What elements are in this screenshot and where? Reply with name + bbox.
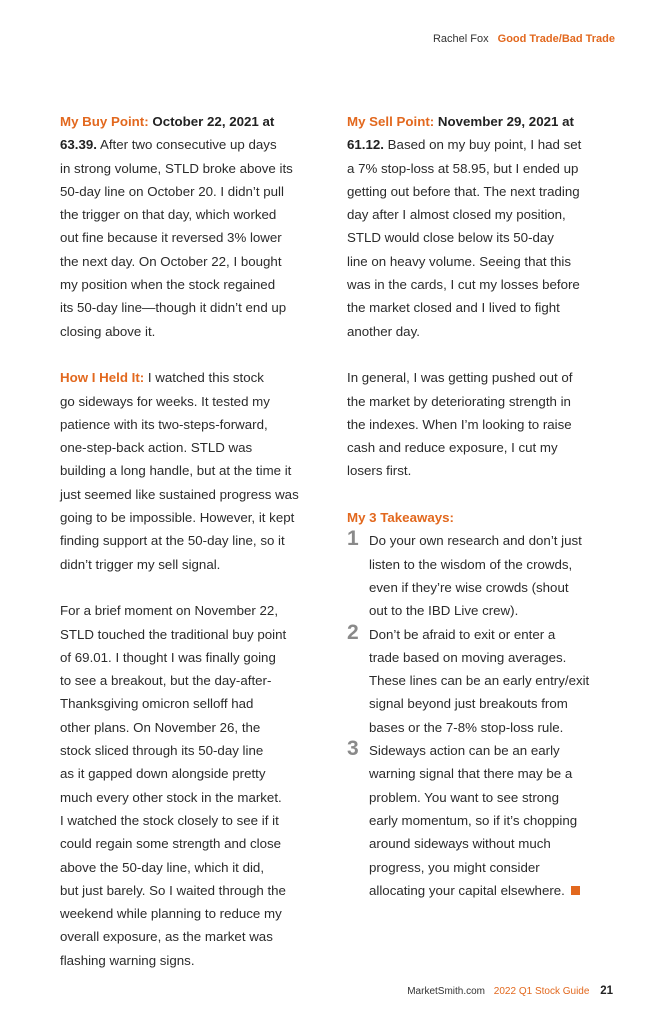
sell-point-label: My Sell Point: [347, 114, 435, 129]
moment-paragraph-line: much every other stock in the market. [60, 789, 282, 805]
moment-paragraph-line: I watched the stock closely to see if it [60, 812, 279, 828]
takeaway-line: listen to the wisdom of the crowds, [369, 556, 573, 572]
buy-paragraph-line: 50-day line on October 20. I didn’t pull [60, 183, 284, 199]
held-paragraph-line: going to be impossible. However, it kept [60, 510, 295, 526]
sell-paragraph-line: another day. [347, 323, 420, 339]
buy-paragraph-line: closing above it. [60, 323, 156, 339]
takeaway-line: Sideways action can be an early [369, 743, 560, 759]
takeaway-line: problem. You want to see strong [369, 789, 559, 805]
takeaway-line: progress, you might consider [369, 859, 540, 875]
footer-site: MarketSmith.com [407, 986, 486, 997]
page-header [433, 33, 615, 45]
moment-paragraph-line: above the 50-day line, which it did, [60, 859, 265, 875]
sell-paragraph-line: a 7% stop-loss at 58.95, but I ended up [347, 160, 579, 176]
takeaway-line-final: allocating your capital elsewhere. [369, 879, 617, 902]
moment-paragraph-line: stock sliced through its 50-day line [60, 743, 264, 759]
moment-paragraph-line: For a brief moment on November 22, [60, 603, 279, 619]
sell-point-price: 61.12. [347, 137, 384, 153]
buy-paragraph-line: the trigger on that day, which worked [60, 207, 277, 223]
held-paragraph-line: didn’t trigger my sell signal. [60, 556, 221, 572]
buy-paragraph-line: its 50-day line—though it didn’t end up [60, 300, 287, 316]
moment-paragraph-line: of 69.01. I thought I was finally going [60, 649, 276, 665]
takeaway-line: signal beyond just breakouts from [369, 696, 568, 712]
buy-point-price: 63.39. [60, 137, 97, 153]
page-number: 21 [600, 985, 613, 997]
sell-paragraph-line: getting out before that. The next trading [347, 183, 580, 199]
held-paragraph-line: finding support at the 50-day line, so it [60, 533, 285, 549]
moment-paragraph-line: weekend while planning to reduce my [60, 906, 282, 922]
moment-paragraph-line: STLD touched the traditional buy point [60, 626, 287, 642]
takeaway-line: Do your own research and don’t just [369, 533, 582, 549]
footer-guide-title: 2022 Q1 Stock Guide [493, 986, 590, 997]
paragraph-gap [347, 343, 617, 366]
buy-paragraph-line: the next day. On October 22, I bought [60, 253, 282, 269]
moment-paragraph-line: overall exposure, as the market was [60, 929, 273, 945]
takeaway-item-2 [347, 620, 617, 739]
takeaway-line: These lines can be an early entry/exit [369, 673, 590, 689]
held-paragraph-line: just seemed like sustained progress was [60, 486, 299, 502]
sell-point-heading [347, 110, 617, 133]
takeaway-line: even if they’re wise crowds (shout [369, 579, 569, 595]
takeaway-number: 1 [347, 527, 359, 551]
held-paragraph-line: How I Held It: I watched this stock [60, 370, 264, 386]
takeaway-line: bases or the 7-8% stop-loss rule. [369, 719, 564, 735]
sell-point-date: November 29, 2021 at [437, 114, 574, 129]
general-paragraph-line: cash and reduce exposure, I cut my [347, 440, 558, 456]
paragraph-gap [60, 576, 330, 599]
buy-paragraph-line: out fine because it reversed 3% lower [60, 230, 282, 246]
paragraph-gap [60, 343, 330, 366]
buy-point-heading [60, 110, 330, 133]
held-paragraph-line: one-step-back action. STLD was [60, 440, 253, 456]
buy-point-date: October 22, 2021 at [152, 114, 275, 129]
takeaway-line: trade based on moving averages. [369, 649, 567, 665]
moment-paragraph-line: could regain some strength and close [60, 836, 282, 852]
general-paragraph-line: the market by deteriorating strength in [347, 393, 571, 409]
takeaway-number: 2 [347, 620, 359, 644]
takeaway-line: Don’t be afraid to exit or enter a [369, 626, 556, 642]
sell-paragraph-line: day after I almost closed my position, [347, 207, 566, 223]
moment-paragraph-line: as it gapped down alongside pretty [60, 766, 266, 782]
held-it-label: How I Held It: [60, 370, 145, 386]
sell-paragraph-line: line on heavy volume. Seeing that this [347, 253, 571, 269]
moment-paragraph-line: flashing warning signs. [60, 952, 195, 968]
moment-paragraph-line: but just barely. So I waited through the [60, 882, 286, 898]
paragraph-gap [347, 483, 617, 506]
takeaway-item-3 [347, 739, 617, 902]
buy-point-label: My Buy Point: [60, 114, 149, 129]
general-paragraph-line: losers first. [347, 463, 412, 479]
buy-paragraph-line: in strong volume, STLD broke above its [60, 160, 293, 176]
general-paragraph-line: In general, I was getting pushed out of [347, 370, 573, 386]
buy-paragraph-line: 63.39. After two consecutive up days [60, 137, 277, 153]
moment-paragraph-line: Thanksgiving omicron selloff had [60, 696, 254, 712]
takeaway-line: early momentum, so if it’s chopping [369, 812, 578, 828]
takeaway-number: 3 [347, 737, 359, 761]
sell-paragraph-line: was in the cards, I cut my losses before [347, 277, 580, 293]
held-paragraph-line: patience with its two-steps-forward, [60, 416, 268, 432]
section-title: Good Trade/Bad Trade [497, 33, 615, 45]
end-square-icon [571, 886, 580, 895]
author-name: Rachel Fox [432, 33, 489, 45]
general-paragraph-line: the indexes. When I’m looking to raise [347, 416, 572, 432]
page-footer [407, 985, 613, 997]
sell-paragraph-line: the market closed and I lived to fight [347, 300, 560, 316]
takeaway-line: warning signal that there may be a [369, 766, 573, 782]
right-column [347, 110, 617, 902]
takeaway-line: out to the IBD Live crew). [369, 603, 519, 619]
takeaway-line: around sideways without much [369, 836, 551, 852]
held-paragraph-line: building a long handle, but at the time it [60, 463, 292, 479]
held-paragraph-line: go sideways for weeks. It tested my [60, 393, 270, 409]
sell-paragraph-line: 61.12. Based on my buy point, I had set [347, 137, 582, 153]
takeaway-item-1 [347, 529, 617, 622]
moment-paragraph-line: other plans. On November 26, the [60, 719, 261, 735]
sell-paragraph-line: STLD would close below its 50-day [347, 230, 554, 246]
takeaways-heading: My 3 Takeaways: [347, 510, 454, 526]
moment-paragraph-line: to see a breakout, but the day-after- [60, 673, 272, 689]
buy-paragraph-line: my position when the stock regained [60, 277, 276, 293]
left-column [60, 110, 330, 972]
